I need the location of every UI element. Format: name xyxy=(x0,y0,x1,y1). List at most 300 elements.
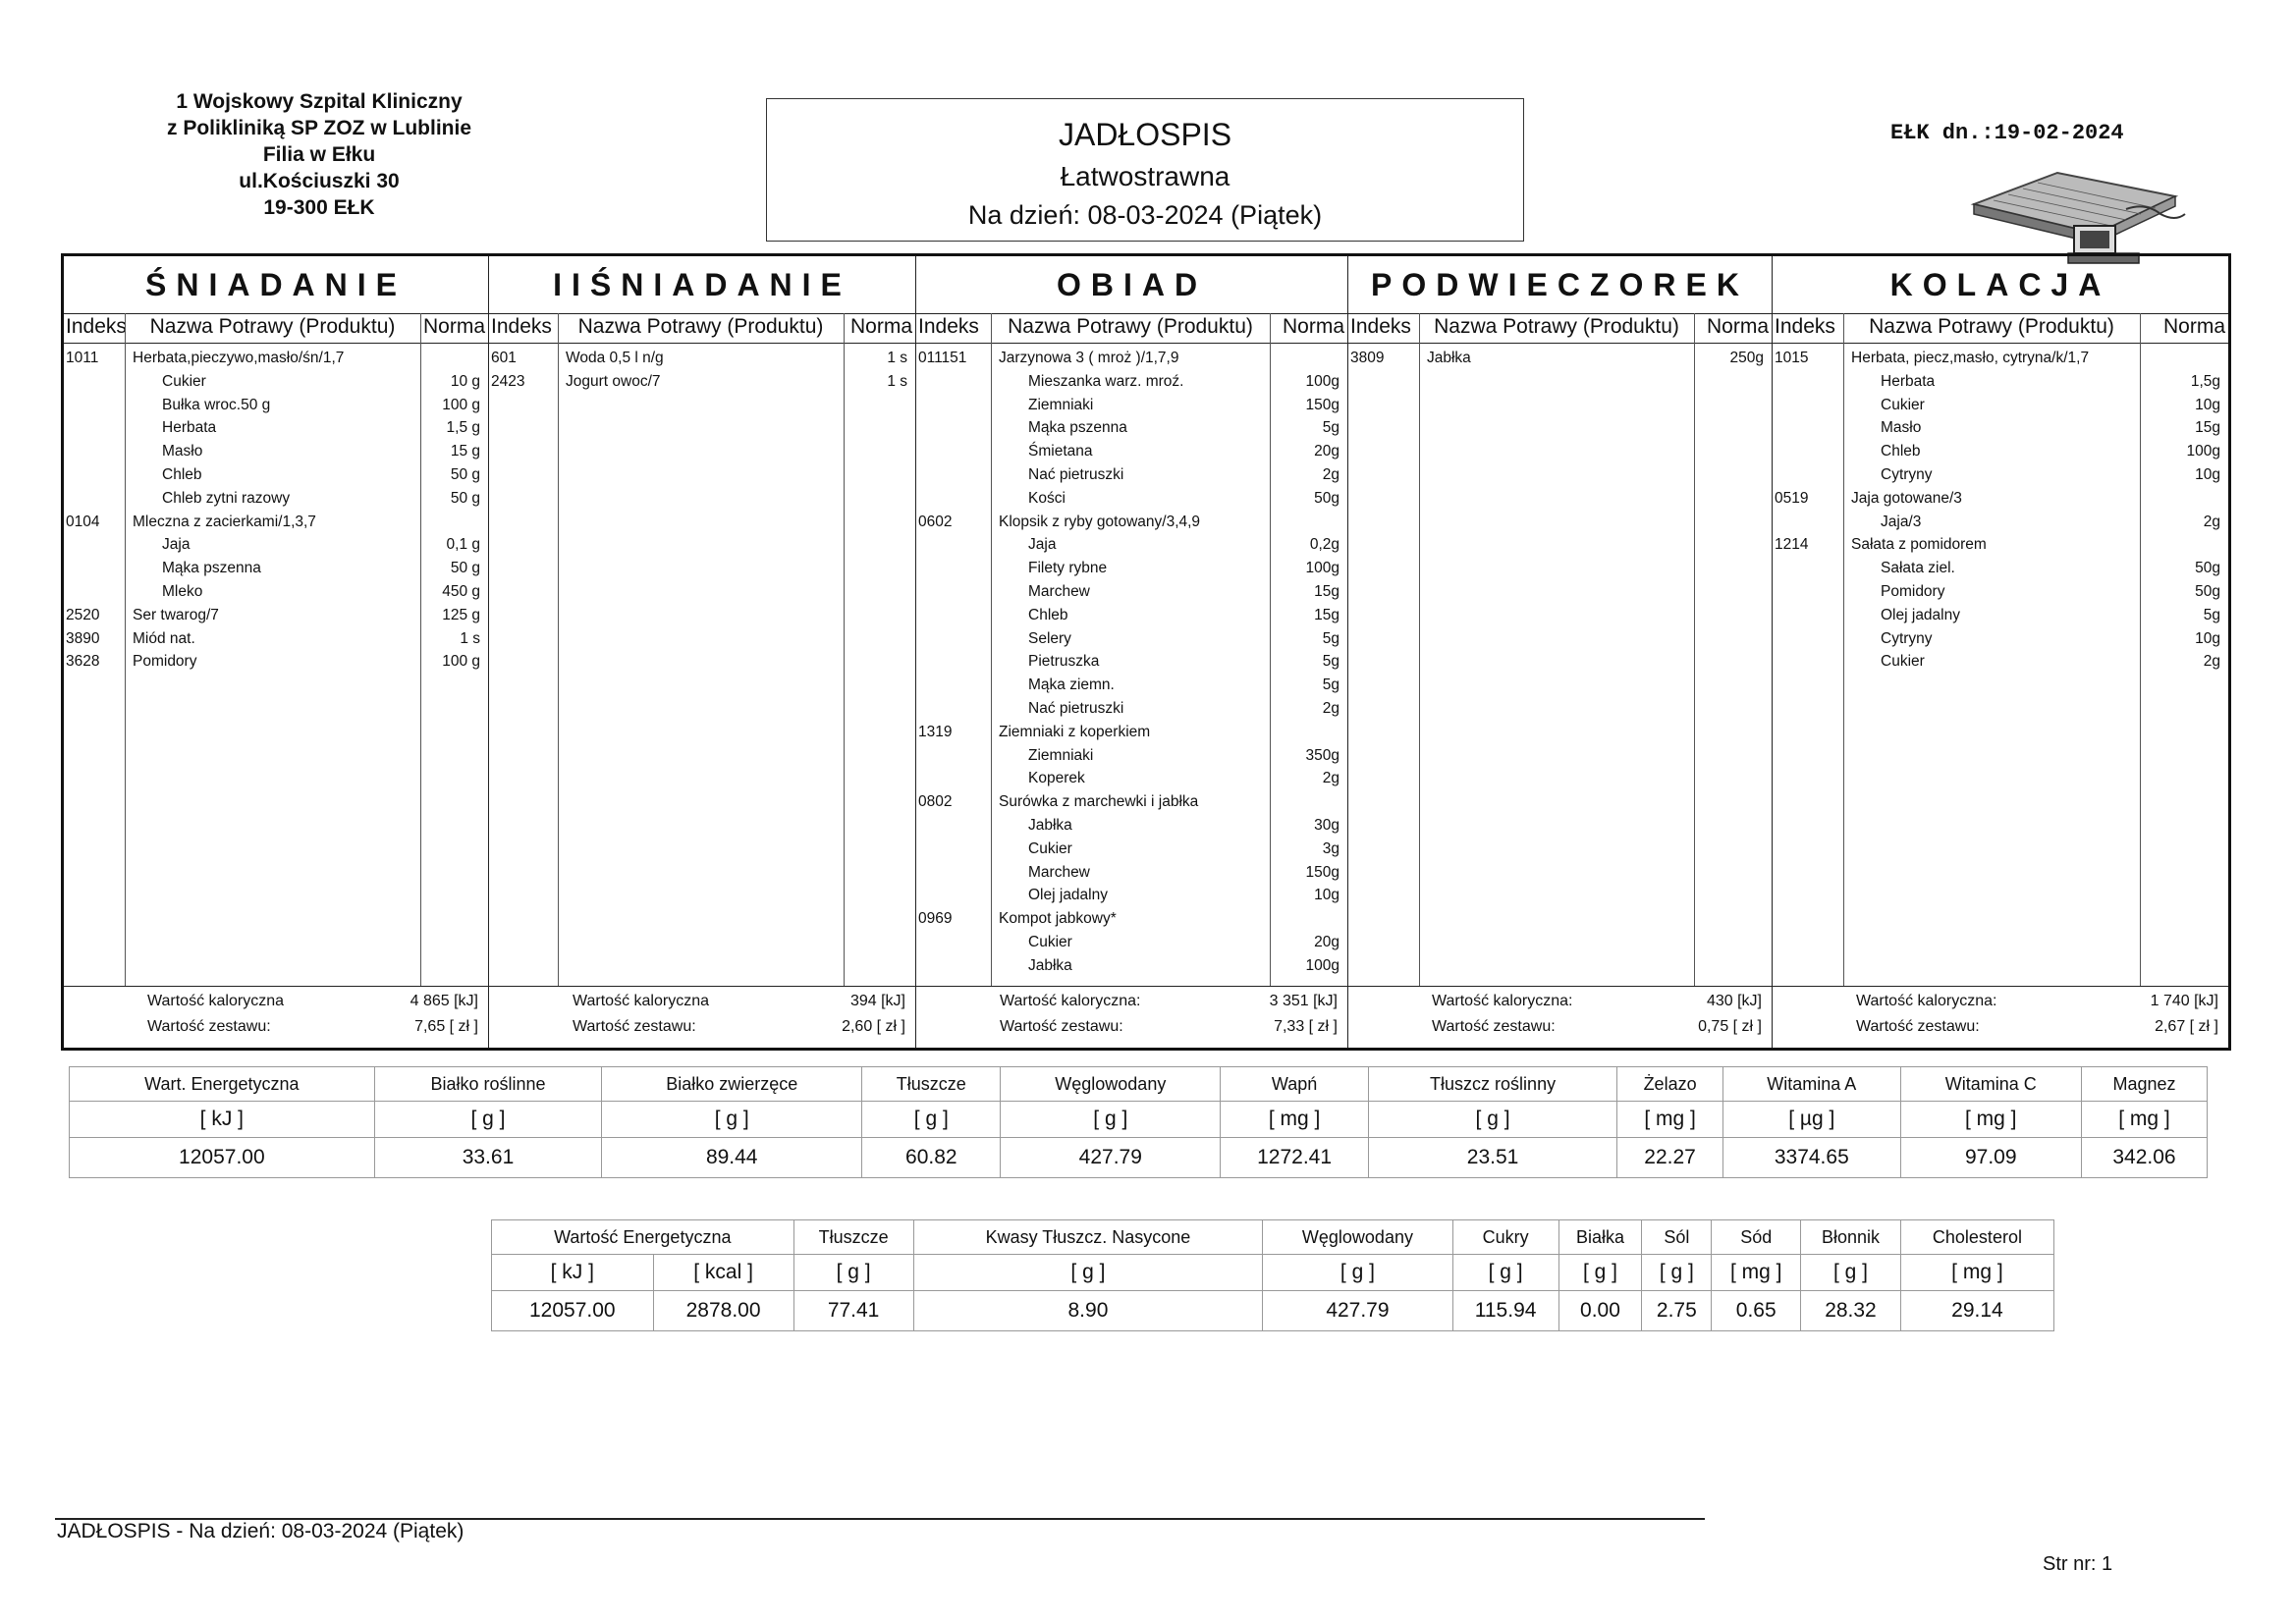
item-name: Jabłka xyxy=(1028,956,1072,974)
item-norm: 2g xyxy=(1322,699,1339,717)
list-item xyxy=(916,416,1347,440)
meal-title: KOLACJA xyxy=(1773,256,2228,314)
item-name: Herbata, piecz,masło, cytryna/k/1,7 xyxy=(1851,350,2090,366)
nutrient-value: 115.94 xyxy=(1452,1291,1558,1331)
list-item xyxy=(916,463,1347,487)
nutrient-header: Węglowodany xyxy=(1263,1220,1452,1255)
list-item xyxy=(916,838,1347,861)
nutrient-unit: [ g ] xyxy=(602,1102,862,1138)
item-name: Pomidory xyxy=(1881,582,1945,600)
calorie-label: Wartość kaloryczna xyxy=(147,993,284,1009)
nutrient-header: Wartość Energetyczna xyxy=(492,1220,794,1255)
column-divider xyxy=(558,313,559,987)
item-norm: 15g xyxy=(1314,606,1339,623)
meal-column-kolacja xyxy=(1773,256,2228,1048)
calorie-value: 394 [kJ] xyxy=(849,993,905,1009)
list-item xyxy=(64,416,488,440)
item-norm: 150g xyxy=(1305,396,1339,413)
item-norm: 5g xyxy=(2203,606,2220,623)
column-divider xyxy=(1419,313,1420,987)
list-item xyxy=(1773,650,2228,674)
nutrient-header: Węglowodany xyxy=(1001,1067,1221,1102)
list-item xyxy=(1773,533,2228,557)
list-item xyxy=(1773,580,2228,604)
nutrient-unit: [ g ] xyxy=(1001,1102,1221,1138)
item-norm: 50 g xyxy=(450,560,480,577)
name-header: Nazwa Potrawy (Produktu) xyxy=(577,315,824,338)
item-name: Kompot jabkowy* xyxy=(999,910,1117,928)
nutrient-header: Białko roślinne xyxy=(374,1067,602,1102)
item-name: Olej jadalny xyxy=(1028,887,1108,904)
column-headers xyxy=(64,313,488,344)
meal-column-sniadanie xyxy=(64,256,489,1048)
nutrient-value: 1272.41 xyxy=(1221,1138,1369,1178)
calorie-value: 1 740 [kJ] xyxy=(2150,993,2218,1009)
nutrient-unit: [ g ] xyxy=(1452,1255,1558,1291)
nutrient-header: Wart. Energetyczna xyxy=(70,1067,375,1102)
item-name: Kości xyxy=(1028,489,1066,507)
norm-header: Norma xyxy=(849,315,912,338)
item-norm: 50g xyxy=(1314,489,1339,507)
set-value-price: 7,65 [ zł ] xyxy=(414,1018,478,1035)
item-index: 3809 xyxy=(1350,350,1385,366)
item-norm: 100 g xyxy=(442,653,480,671)
nutrient-header: Witamina C xyxy=(1900,1067,2081,1102)
nutrient-unit: [ g ] xyxy=(793,1255,913,1291)
item-name: Sałata z pomidorem xyxy=(1851,536,1987,554)
meal-column-podwieczorek xyxy=(1348,256,1773,1048)
nutrition-table-main xyxy=(69,1066,2208,1178)
nutrient-unit: [ g ] xyxy=(1263,1255,1452,1291)
item-name: Marchew xyxy=(1028,582,1090,600)
item-norm: 10g xyxy=(2195,629,2220,647)
meal-items xyxy=(1773,347,2228,674)
item-norm: 0,1 g xyxy=(446,536,480,554)
item-norm: 2g xyxy=(1322,465,1339,483)
list-item xyxy=(1773,440,2228,463)
list-item xyxy=(64,650,488,674)
item-name: Mieszanka warz. mroź. xyxy=(1028,372,1184,390)
item-norm: 250g xyxy=(1729,350,1764,366)
item-name: Herbata xyxy=(1881,372,1936,390)
item-name: Nać pietruszki xyxy=(1028,465,1124,483)
list-item xyxy=(916,440,1347,463)
item-norm: 10 g xyxy=(450,372,480,390)
nutrient-value: 97.09 xyxy=(1900,1138,2081,1178)
list-item xyxy=(916,907,1347,931)
item-name: Ser twarog/7 xyxy=(133,606,219,623)
list-item xyxy=(1773,463,2228,487)
item-norm: 50g xyxy=(2195,560,2220,577)
item-name: Jaja gotowane/3 xyxy=(1851,489,1962,507)
item-name: Masło xyxy=(162,443,203,460)
item-index: 1214 xyxy=(1775,536,1809,554)
nutrient-value: 12057.00 xyxy=(70,1138,375,1178)
nutrient-value: 342.06 xyxy=(2081,1138,2207,1178)
item-name: Filety rybne xyxy=(1028,560,1108,577)
nutrient-header: Białko zwierzęce xyxy=(602,1067,862,1102)
index-header: Indeks xyxy=(1350,315,1411,338)
item-index: 2423 xyxy=(491,372,525,390)
item-norm: 150g xyxy=(1305,863,1339,881)
list-item xyxy=(916,370,1347,394)
item-name: Nać pietruszki xyxy=(1028,699,1124,717)
nutrition-table-summary xyxy=(491,1219,2054,1331)
nutrient-value: 0.65 xyxy=(1712,1291,1801,1331)
meal-items xyxy=(916,347,1347,978)
item-norm: 125 g xyxy=(442,606,480,623)
item-name: Herbata,pieczywo,masło/śn/1,7 xyxy=(133,350,345,366)
calorie-label: Wartość kaloryczna: xyxy=(1432,993,1573,1009)
item-norm: 1 s xyxy=(887,350,907,366)
list-item xyxy=(916,487,1347,511)
list-item xyxy=(916,767,1347,790)
list-item xyxy=(1773,416,2228,440)
page-number: Str nr: 1 xyxy=(2043,1553,2113,1575)
item-name: Klopsik z ryby gotowany/3,4,9 xyxy=(999,513,1201,530)
nutrient-value: 427.79 xyxy=(1263,1291,1452,1331)
nutrient-unit: [ g ] xyxy=(1369,1102,1617,1138)
item-name: Ziemniaki z koperkiem xyxy=(999,723,1151,740)
list-item xyxy=(916,604,1347,627)
item-norm: 100g xyxy=(1305,956,1339,974)
name-header: Nazwa Potrawy (Produktu) xyxy=(1434,315,1679,338)
item-index: 1319 xyxy=(918,723,953,740)
meal-items xyxy=(489,347,915,394)
list-item xyxy=(489,370,915,394)
nutrient-unit: [ mg ] xyxy=(1221,1102,1369,1138)
item-name: Śmietana xyxy=(1028,443,1093,460)
list-item xyxy=(916,557,1347,580)
norm-header: Norma xyxy=(422,315,485,338)
item-norm: 20g xyxy=(1314,443,1339,460)
column-divider xyxy=(1694,313,1695,987)
list-item xyxy=(64,463,488,487)
item-name: Jaja/3 xyxy=(1881,513,1922,530)
index-header: Indeks xyxy=(1775,315,1835,338)
list-item xyxy=(64,627,488,651)
nutrient-value: 2.75 xyxy=(1642,1291,1712,1331)
index-header: Indeks xyxy=(66,315,127,338)
nutrient-header: Cukry xyxy=(1452,1220,1558,1255)
list-item xyxy=(916,744,1347,768)
item-norm: 50g xyxy=(2195,582,2220,600)
nutrient-header: Białka xyxy=(1558,1220,1642,1255)
item-norm: 10g xyxy=(2195,396,2220,413)
meal-summary xyxy=(916,986,1347,1048)
nutrient-value: 8.90 xyxy=(913,1291,1263,1331)
list-item xyxy=(64,370,488,394)
item-index: 601 xyxy=(491,350,517,366)
list-item xyxy=(64,580,488,604)
calorie-value: 4 865 [kJ] xyxy=(410,993,478,1009)
calorie-label: Wartość kaloryczna: xyxy=(1856,993,1997,1009)
name-header: Nazwa Potrawy (Produktu) xyxy=(1869,315,2114,338)
nutrient-value: 3374.65 xyxy=(1723,1138,1901,1178)
title-box xyxy=(766,98,1524,242)
item-name: Jaja xyxy=(1028,536,1057,554)
item-name: Pomidory xyxy=(133,653,197,671)
list-item xyxy=(916,650,1347,674)
nutrient-unit: [ g ] xyxy=(1801,1255,1901,1291)
nutrient-unit: [ kJ ] xyxy=(492,1255,654,1291)
list-item xyxy=(1773,604,2228,627)
list-item xyxy=(1773,487,2228,511)
calorie-value: 430 [kJ] xyxy=(1706,993,1762,1009)
item-name: Pietruszka xyxy=(1028,653,1100,671)
menu-table xyxy=(61,253,2231,1051)
item-name: Jabłka xyxy=(1427,350,1471,366)
item-index: 0802 xyxy=(918,793,953,811)
set-value-price: 2,67 [ zł ] xyxy=(2155,1018,2218,1035)
item-name: Cukier xyxy=(1881,653,1925,671)
list-item xyxy=(916,627,1347,651)
list-item xyxy=(64,440,488,463)
list-item xyxy=(916,511,1347,534)
list-item xyxy=(64,533,488,557)
nutrient-header: Żelazo xyxy=(1617,1067,1723,1102)
meal-items xyxy=(64,347,488,674)
list-item xyxy=(916,861,1347,885)
hospital-line: 19-300 EŁK xyxy=(263,196,375,219)
item-name: Sałata ziel. xyxy=(1881,560,1955,577)
item-norm: 5g xyxy=(1322,653,1339,671)
list-item xyxy=(1773,511,2228,534)
item-norm: 10g xyxy=(1314,887,1339,904)
nutrient-header: Błonnik xyxy=(1801,1220,1901,1255)
item-name: Herbata xyxy=(162,419,217,437)
nutrient-unit: [ g ] xyxy=(862,1102,1001,1138)
item-norm: 100g xyxy=(1305,560,1339,577)
calorie-value: 3 351 [kJ] xyxy=(1269,993,1338,1009)
nutrient-value: 0.00 xyxy=(1558,1291,1642,1331)
hospital-line: 1 Wojskowy Szpital Kliniczny xyxy=(176,90,463,113)
item-norm: 15g xyxy=(1314,582,1339,600)
item-name: Chleb xyxy=(1881,443,1921,460)
set-value-label: Wartość zestawu: xyxy=(1000,1018,1123,1035)
meal-title: PODWIECZOREK xyxy=(1348,256,1772,314)
list-item xyxy=(916,580,1347,604)
item-norm: 15 g xyxy=(450,443,480,460)
meal-summary xyxy=(1348,986,1772,1048)
document-title: JADŁOSPIS xyxy=(1058,117,1232,152)
set-value-price: 2,60 [ zł ] xyxy=(842,1018,905,1035)
item-norm: 5g xyxy=(1322,676,1339,694)
item-norm: 450 g xyxy=(442,582,480,600)
item-name: Chleb zytni razowy xyxy=(162,489,291,507)
nutrient-header: Sód xyxy=(1712,1220,1801,1255)
meal-summary xyxy=(489,986,915,1048)
list-item xyxy=(64,487,488,511)
item-name: Cukier xyxy=(162,372,206,390)
item-norm: 1,5g xyxy=(2190,372,2220,390)
nutrient-value: 28.32 xyxy=(1801,1291,1901,1331)
hospital-address xyxy=(137,88,501,221)
item-name: Cukier xyxy=(1028,933,1072,950)
list-item xyxy=(916,533,1347,557)
item-norm: 1 s xyxy=(887,372,907,390)
nutrient-unit: [ kJ ] xyxy=(70,1102,375,1138)
item-norm: 100g xyxy=(1305,372,1339,390)
item-name: Surówka z marchewki i jabłka xyxy=(999,793,1199,811)
issue-date: EŁK dn.:19-02-2024 xyxy=(1890,121,2124,145)
item-index: 3628 xyxy=(66,653,100,671)
nutrient-header: Tłuszcz roślinny xyxy=(1369,1067,1617,1102)
index-header: Indeks xyxy=(491,315,552,338)
nutrient-value: 89.44 xyxy=(602,1138,862,1178)
nutrient-value: 33.61 xyxy=(374,1138,602,1178)
nutrient-unit: [ mg ] xyxy=(1900,1255,2053,1291)
item-name: Cytryny xyxy=(1881,465,1933,483)
item-name: Ziemniaki xyxy=(1028,396,1094,413)
nutrient-header: Wapń xyxy=(1221,1067,1369,1102)
list-item xyxy=(916,394,1347,417)
item-name: Jarzynowa 3 ( mroż )/1,7,9 xyxy=(999,350,1179,366)
item-index: 011151 xyxy=(918,350,967,366)
nutrient-unit: [ mg ] xyxy=(1617,1102,1723,1138)
nutrient-header: Sól xyxy=(1642,1220,1712,1255)
nutrient-header: Tłuszcze xyxy=(793,1220,913,1255)
item-norm: 2g xyxy=(2203,513,2220,530)
item-name: Mąka pszenna xyxy=(1028,419,1127,437)
item-name: Mąka ziemn. xyxy=(1028,676,1115,694)
norm-header: Norma xyxy=(1282,315,1344,338)
list-item xyxy=(64,347,488,370)
index-header: Indeks xyxy=(918,315,979,338)
list-item xyxy=(916,814,1347,838)
list-item xyxy=(1773,347,2228,370)
nutrient-value: 22.27 xyxy=(1617,1138,1723,1178)
meal-title: ŚNIADANIE xyxy=(64,256,488,314)
item-name: Cukier xyxy=(1028,839,1072,857)
nutrient-value: 2878.00 xyxy=(653,1291,793,1331)
item-name: Marchew xyxy=(1028,863,1090,881)
nutrient-value: 23.51 xyxy=(1369,1138,1617,1178)
set-value-label: Wartość zestawu: xyxy=(1856,1018,1980,1035)
nutrient-value: 77.41 xyxy=(793,1291,913,1331)
item-index: 0104 xyxy=(66,513,100,530)
list-item xyxy=(64,604,488,627)
item-name: Bułka wroc.50 g xyxy=(162,396,271,413)
column-headers xyxy=(1773,313,2228,344)
item-index: 0602 xyxy=(918,513,953,530)
item-index: 1011 xyxy=(66,350,99,366)
column-headers xyxy=(916,313,1347,344)
item-norm: 50 g xyxy=(450,489,480,507)
nutrient-unit: [ g ] xyxy=(1642,1255,1712,1291)
nutrient-header: Cholesterol xyxy=(1900,1220,2053,1255)
item-norm: 100 g xyxy=(442,396,480,413)
item-norm: 350g xyxy=(1305,746,1339,764)
item-name: Jabłka xyxy=(1028,816,1072,834)
list-item xyxy=(916,674,1347,697)
column-headers xyxy=(489,313,915,344)
item-norm: 50 g xyxy=(450,465,480,483)
item-name: Chleb xyxy=(1028,606,1068,623)
nutrient-header: Kwasy Tłuszcz. Nasycone xyxy=(913,1220,1263,1255)
list-item xyxy=(64,511,488,534)
item-name: Ziemniaki xyxy=(1028,746,1094,764)
item-name: Selery xyxy=(1028,629,1071,647)
nutrient-unit: [ mg ] xyxy=(2081,1102,2207,1138)
meal-column-obiad xyxy=(916,256,1348,1048)
norm-header: Norma xyxy=(1706,315,1769,338)
set-value-price: 7,33 [ zł ] xyxy=(1274,1018,1338,1035)
list-item xyxy=(64,557,488,580)
item-index: 3890 xyxy=(66,629,100,647)
item-name: Mąka pszenna xyxy=(162,560,261,577)
list-item xyxy=(1773,627,2228,651)
nutrient-unit: [ g ] xyxy=(1558,1255,1642,1291)
name-header: Nazwa Potrawy (Produktu) xyxy=(149,315,396,338)
item-norm: 3g xyxy=(1322,839,1339,857)
nutrient-value: 12057.00 xyxy=(492,1291,654,1331)
menu-date: Na dzień: 08-03-2024 (Piątek) xyxy=(967,200,1323,230)
nutrient-header: Witamina A xyxy=(1723,1067,1901,1102)
item-name: Jogurt owoc/7 xyxy=(566,372,661,390)
set-value-label: Wartość zestawu: xyxy=(1432,1018,1556,1035)
list-item xyxy=(916,931,1347,954)
item-norm: 1,5 g xyxy=(446,419,480,437)
item-index: 2520 xyxy=(66,606,100,623)
meal-title: IIŚNIADANIE xyxy=(489,256,915,314)
set-value-price: 0,75 [ zł ] xyxy=(1698,1018,1762,1035)
set-value-label: Wartość zestawu: xyxy=(573,1018,696,1035)
meal-summary xyxy=(1773,986,2228,1048)
list-item xyxy=(916,954,1347,978)
set-value-label: Wartość zestawu: xyxy=(147,1018,271,1035)
item-name: Woda 0,5 l n/g xyxy=(566,350,664,366)
list-item xyxy=(916,347,1347,370)
column-headers xyxy=(1348,313,1772,344)
list-item xyxy=(916,721,1347,744)
nutrient-unit: [ kcal ] xyxy=(653,1255,793,1291)
nutrient-header: Tłuszcze xyxy=(862,1067,1001,1102)
meal-title: OBIAD xyxy=(916,256,1347,314)
item-name: Miód nat. xyxy=(133,629,195,647)
item-name: Jaja xyxy=(162,536,191,554)
item-name: Chleb xyxy=(162,465,202,483)
meal-summary xyxy=(64,986,488,1048)
nutrient-value: 29.14 xyxy=(1900,1291,2053,1331)
calorie-label: Wartość kaloryczna xyxy=(573,993,709,1009)
calorie-label: Wartość kaloryczna: xyxy=(1000,993,1141,1009)
item-norm: 15g xyxy=(2195,419,2220,437)
list-item xyxy=(1773,557,2228,580)
diet-name: Łatwostrawna xyxy=(1060,161,1230,191)
nutrient-unit: [ mg ] xyxy=(1900,1102,2081,1138)
list-item xyxy=(916,697,1347,721)
nutrient-unit: [ mg ] xyxy=(1712,1255,1801,1291)
column-divider xyxy=(844,313,845,987)
list-item xyxy=(1773,394,2228,417)
item-name: Mleko xyxy=(162,582,203,600)
item-index: 0519 xyxy=(1775,489,1809,507)
item-name: Mleczna z zacierkami/1,3,7 xyxy=(133,513,316,530)
item-norm: 2g xyxy=(2203,653,2220,671)
item-norm: 20g xyxy=(1314,933,1339,950)
nutrient-unit: [ g ] xyxy=(913,1255,1263,1291)
nutrient-value: 427.79 xyxy=(1001,1138,1221,1178)
list-item xyxy=(916,884,1347,907)
item-name: Koperek xyxy=(1028,770,1085,787)
item-norm: 2g xyxy=(1322,770,1339,787)
list-item xyxy=(64,394,488,417)
item-norm: 30g xyxy=(1314,816,1339,834)
footer-text: JADŁOSPIS - Na dzień: 08-03-2024 (Piątek) xyxy=(57,1520,465,1542)
norm-header: Norma xyxy=(2162,315,2225,338)
nutrient-unit: [ µg ] xyxy=(1723,1102,1901,1138)
